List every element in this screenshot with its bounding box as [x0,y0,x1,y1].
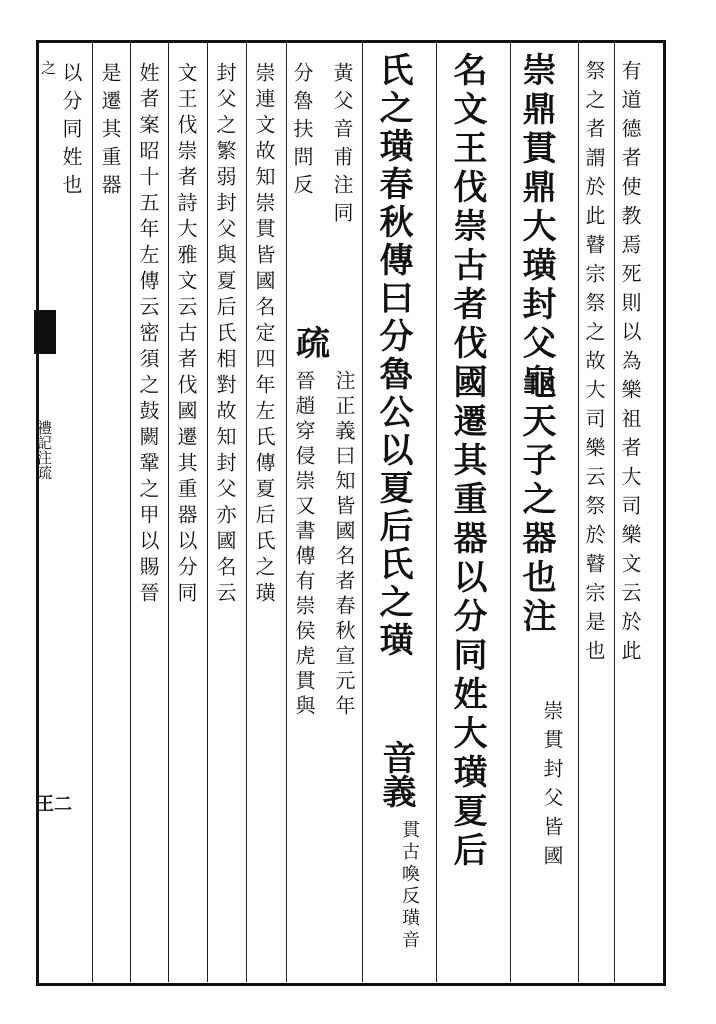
column-rule [362,42,363,982]
annotation-column: 崇貫封父皆國 [540,700,564,874]
annotation-column: 封父之繁弱封父與夏后氏相對故知封父亦國名云 [213,62,237,608]
column-rule [578,42,579,982]
margin-top-text: 之 [39,60,57,75]
column-rule [614,42,615,982]
main-text-column: 名文王伐崇古者伐國遷其重器以分同姓大璜夏后 [447,52,487,871]
column-rule [510,42,511,982]
column-rule [436,42,437,982]
fishtail-mark [34,310,56,354]
annotation-column: 以分同姓也 [59,62,83,202]
annotation-column: 分魯扶問反 [290,62,314,202]
annotation-column: 崇連文故知崇貫皆國名定四年左氏傳夏后氏之璜 [252,62,276,608]
annotation-column: 文王伐崇者詩大雅文云古者伐國遷其重器以分同 [174,62,198,608]
column-rule [286,42,287,982]
annotation-column: 黃父音甫注同 [330,62,354,230]
annotation-column: 是遷其重器 [98,62,122,202]
column-rule [246,42,247,982]
page-number: 王二 [36,794,72,815]
column-rule [92,42,93,982]
annotation-column: 姓者案昭十五年左傳云密須之鼓闕鞏之甲以賜晉 [136,62,160,608]
text-column: 祭之者謂於此瞽宗祭之故大司樂云祭於瞽宗是也 [582,60,606,669]
annotation-column: 晉趙穿侵崇又書傳有崇侯虎貫與 [292,370,316,720]
main-text-column: 崇鼎貫鼎大璜封父龜天子之器也注 [516,52,556,637]
annotation-column: 注正義曰知皆國名者春秋宣元年 [332,370,356,720]
column-rule [130,42,131,982]
annotation-column: 貫古喚反璜音 [399,820,420,952]
yinyi-marker: 音義 [376,740,416,808]
shu-marker: 疏 [296,324,330,364]
column-rule [207,42,208,982]
text-column: 有道德者使教焉死則以為樂祖者大司樂文云於此 [618,60,642,669]
main-text-column: 氏之璜春秋傳曰分魯公以夏后氏之璜 [373,52,413,660]
book-title: 禮記注疏 [35,420,53,480]
column-rule [168,42,169,982]
